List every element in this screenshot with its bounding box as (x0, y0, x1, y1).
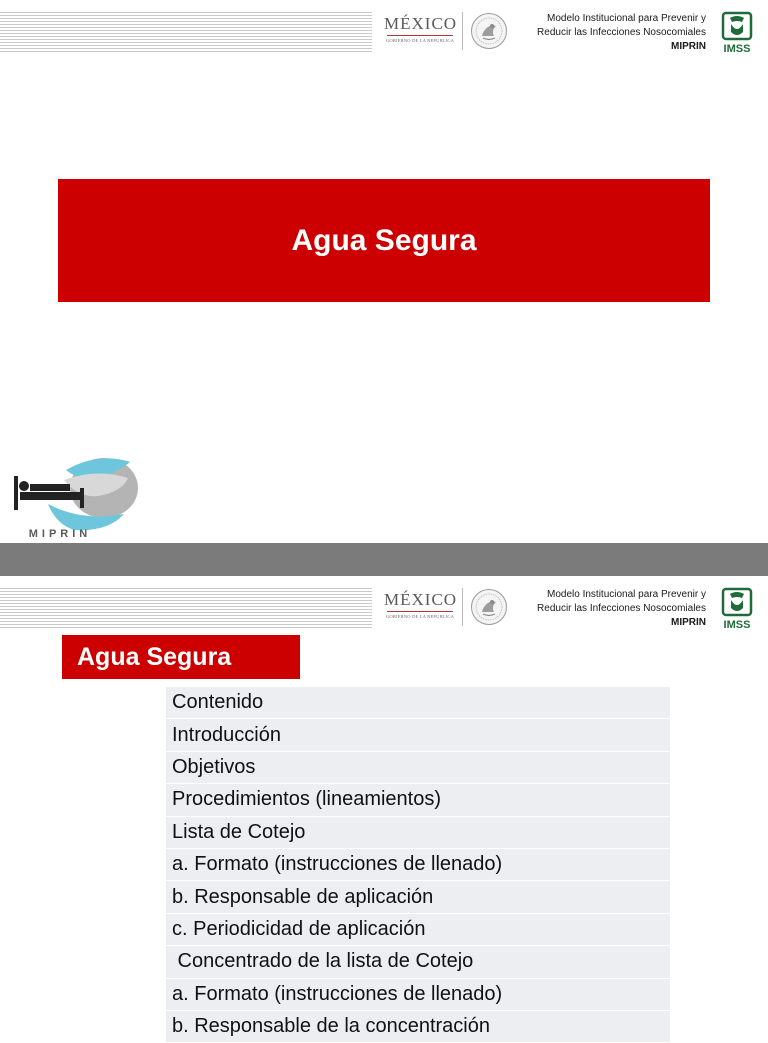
section-title-tab (62, 635, 300, 679)
toc-item: Procedimientos (lineamientos) (166, 784, 670, 816)
mexico-eagle-seal-icon (470, 588, 508, 626)
miprin-hands-logo-icon (12, 452, 140, 540)
program-title: Modelo Institucional para Prevenir y Reducir las Infecciones Nosocomiales MIPRIN (537, 13, 706, 52)
toc-item: Lista de Cotejo (166, 817, 670, 849)
header-stripes (0, 12, 372, 52)
toc-item: Objetivos (166, 752, 670, 784)
toc-item: Concentrado de la lista de Cotejo (166, 946, 670, 978)
gobierno-subtitle: GOBIERNO DE LA REPÚBLICA (385, 614, 455, 619)
toc-item: a. Formato (instrucciones de llenado) (166, 979, 670, 1011)
svg-text:IMSS: IMSS (723, 43, 751, 55)
section-title: Agua Segura (77, 642, 232, 671)
contents-slide (0, 576, 768, 1038)
slide-title: Agua Segura (291, 223, 477, 257)
toc-item: b. Responsable de la concentración (166, 1011, 670, 1043)
toc-item: a. Formato (instrucciones de llenado) (166, 849, 670, 881)
toc-item: b. Responsable de aplicación (166, 881, 670, 913)
slide-header (0, 0, 768, 62)
imss-logo-icon (720, 588, 754, 630)
imss-logo-icon (720, 12, 754, 54)
gobierno-mexico-logo (384, 14, 456, 48)
title-banner (58, 179, 710, 302)
toc-item: Contenido (166, 687, 670, 719)
toc-item: Introducción (166, 719, 670, 751)
header-stripes (0, 588, 372, 628)
svg-text:MIPRIN: MIPRIN (28, 528, 92, 540)
mexico-eagle-seal-icon (470, 12, 508, 50)
svg-text:IMSS: IMSS (723, 619, 751, 631)
header-divider (462, 588, 463, 626)
gobierno-word: MÉXICO (384, 14, 458, 33)
header-divider (462, 12, 463, 50)
slide-separator (0, 543, 768, 576)
gobierno-subtitle: GOBIERNO DE LA REPÚBLICA (385, 38, 455, 43)
gobierno-word: MÉXICO (384, 590, 458, 609)
program-title: Modelo Institucional para Prevenir y Reducir las Infecciones Nosocomiales MIPRIN (537, 589, 706, 628)
slide-header (0, 576, 768, 638)
toc-item: c. Periodicidad de aplicación (166, 914, 670, 946)
table-of-contents (166, 687, 670, 1043)
gobierno-mexico-logo (384, 590, 456, 624)
